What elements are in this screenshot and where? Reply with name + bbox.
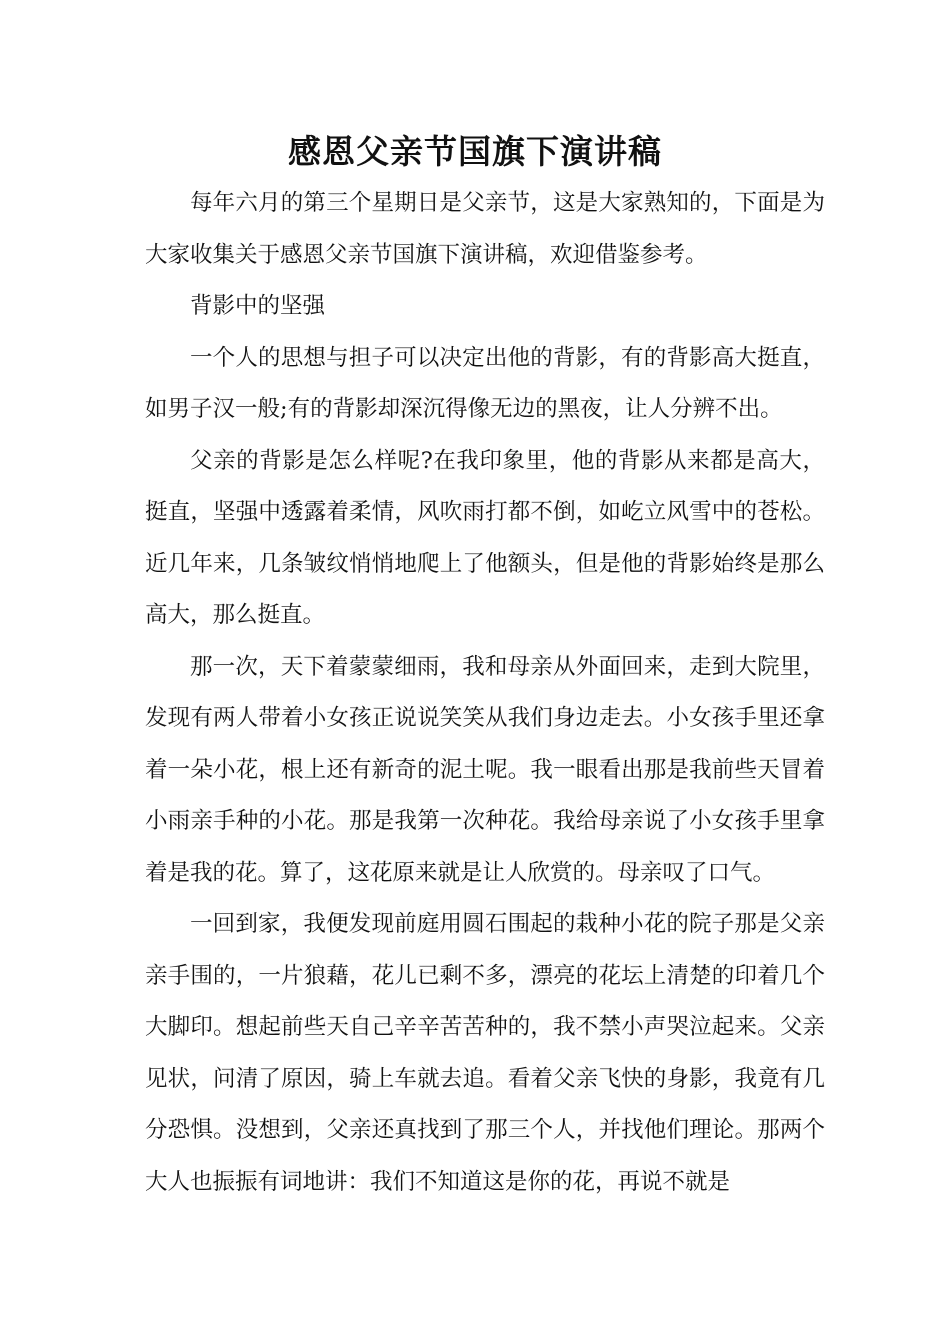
paragraph: 那一次，天下着蒙蒙细雨，我和母亲从外面回来，走到大院里，发现有两人带着小女孩正说说笑笑从我们身边走去。小女孩手里还拿着一朵小花，根上还有新奇的泥土呢。我一眼看出那是我前些天冒着小雨亲手种的小花。那是我第一次种花。我给母亲说了小女孩手里拿着是我的花。算了，这花原来就是让人欣赏的。母亲叹了口气。 (145, 653, 825, 886)
section-heading: 背影中的坚强 (190, 293, 326, 319)
document-body (145, 178, 825, 1208)
paragraph: 父亲的背影是怎么样呢?在我印象里，他的背影从来都是高大，挺直，坚强中透露着柔情，风吹雨打都不倒，如屹立风雪中的苍松。近几年来，几条皱纹悄悄地爬上了他额头，但是他的背影始终是那么高大，那么挺直。 (145, 447, 825, 628)
document-title: 感恩父亲节国旗下演讲稿 (288, 132, 662, 171)
paragraph: 一回到家，我便发现前庭用圆石围起的栽种小花的院子那是父亲亲手围的，一片狼藉，花儿已剩不多，漂亮的花坛上清楚的印着几个大脚印。想起前些天自己辛辛苦苦种的，我不禁小声哭泣起来。父亲见状，问清了原因，骑上车就去追。看着父亲飞快的身影，我竟有几分恐惧。没想到，父亲还真找到了那三个人，并找他们理论。那两个大人也振振有词地讲：我们不知道这是你的花，再说不就是 (145, 911, 825, 1195)
paragraph-intro: 每年六月的第三个星期日是父亲节，这是大家熟知的，下面是为大家收集关于感恩父亲节国旗下演讲稿，欢迎借鉴参考。 (145, 190, 825, 268)
paragraph: 一个人的思想与担子可以决定出他的背影，有的背影高大挺直，如男子汉一般;有的背影却深沉得像无边的黑夜，让人分辨不出。 (145, 344, 825, 422)
